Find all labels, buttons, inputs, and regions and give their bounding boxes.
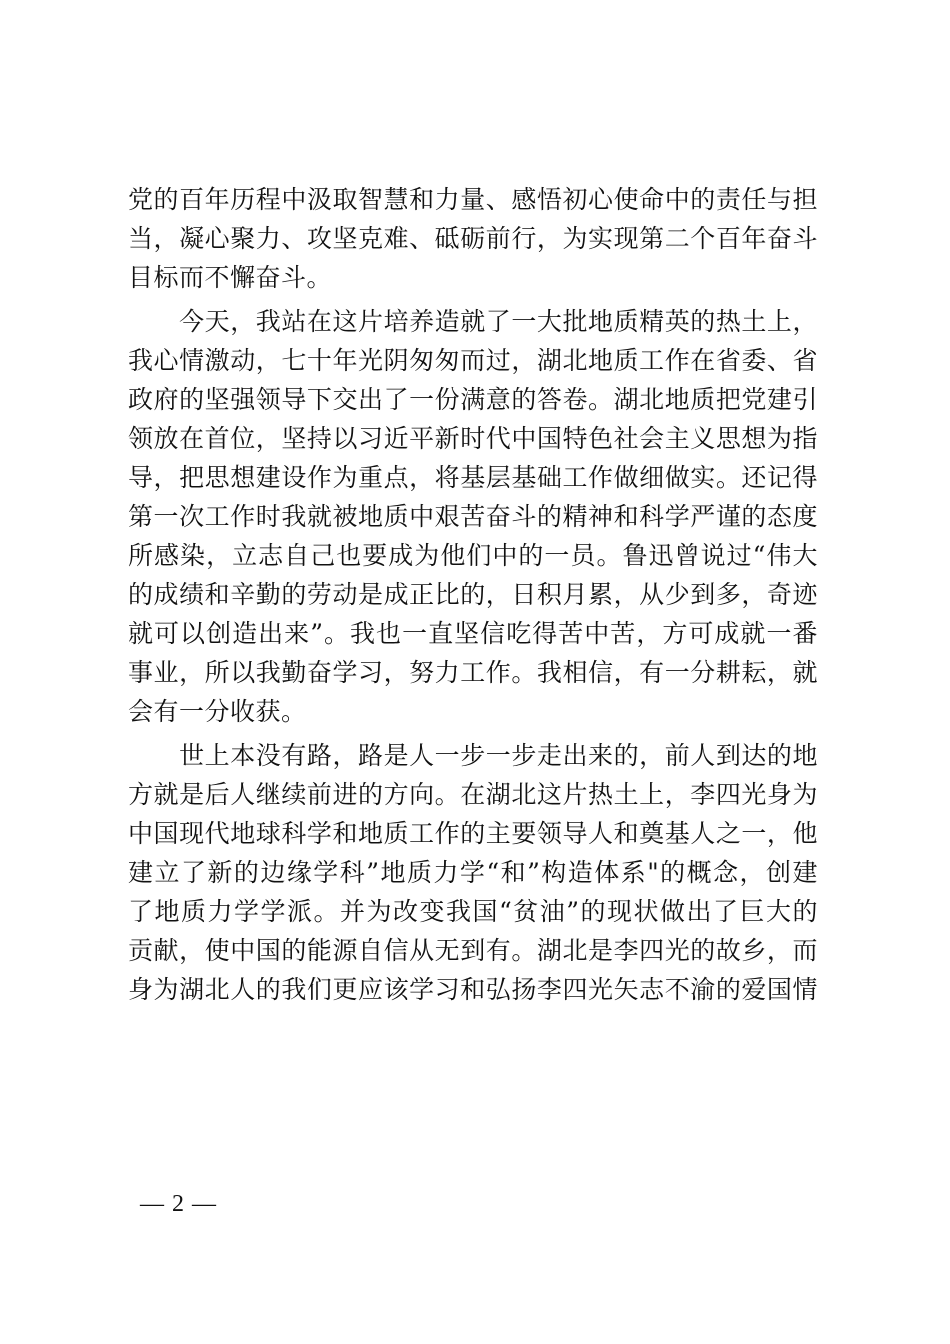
text-line: 贡献，使中国的能源自信从无到有。湖北是李四光的故乡，而 <box>128 936 818 965</box>
text-line: 事业，所以我勤奋学习，努力工作。我相信，有一分耕耘，就 <box>128 658 818 687</box>
text-line: 导，把思想建设作为重点，将基层基础工作做细做实。还记得 <box>128 463 818 492</box>
document-body <box>128 180 818 1009</box>
text-line: 建立了新的边缘学科”地质力学“和”构造体系"的概念，创建 <box>128 858 818 887</box>
text-line: 领放在首位，坚持以习近平新时代中国特色社会主义思想为指 <box>128 424 818 453</box>
text-line: 目标而不懈奋斗。 <box>128 263 333 292</box>
text-line: 今天，我站在这片培养造就了一大批地质精英的热土上， <box>128 307 818 336</box>
paragraph-1 <box>128 180 818 297</box>
paragraph-2 <box>128 302 818 731</box>
text-line: 了地质力学学派。并为改变我国“贫油”的现状做出了巨大的 <box>128 897 818 926</box>
text-line: 第一次工作时我就被地质中艰苦奋斗的精神和科学严谨的态度 <box>128 502 818 531</box>
text-line: 世上本没有路，路是人一步一步走出来的，前人到达的地 <box>128 741 818 770</box>
text-line: 方就是后人继续前进的方向。在湖北这片热土上，李四光身为 <box>128 780 818 809</box>
page-number: — 2 — <box>140 1191 217 1217</box>
text-line: 就可以创造出来”。我也一直坚信吃得苦中苦，方可成就一番 <box>128 619 818 648</box>
text-line: 的成绩和辛勤的劳动是成正比的，日积月累，从少到多，奇迹 <box>128 580 818 609</box>
text-line: 会有一分收获。 <box>128 697 307 726</box>
text-line: 身为湖北人的我们更应该学习和弘扬李四光矢志不渝的爱国情 <box>128 975 818 1004</box>
text-line: 党的百年历程中汲取智慧和力量、感悟初心使命中的责任与担 <box>128 185 818 214</box>
text-line: 中国现代地球科学和地质工作的主要领导人和奠基人之一，他 <box>128 819 818 848</box>
text-line: 所感染，立志自己也要成为他们中的一员。鲁迅曾说过“伟大 <box>128 541 818 570</box>
text-line: 我心情激动，七十年光阴匆匆而过，湖北地质工作在省委、省 <box>128 346 818 375</box>
paragraph-3 <box>128 736 818 1009</box>
text-line: 政府的坚强领导下交出了一份满意的答卷。湖北地质把党建引 <box>128 385 818 414</box>
text-line: 当，凝心聚力、攻坚克难、砥砺前行，为实现第二个百年奋斗 <box>128 224 818 253</box>
